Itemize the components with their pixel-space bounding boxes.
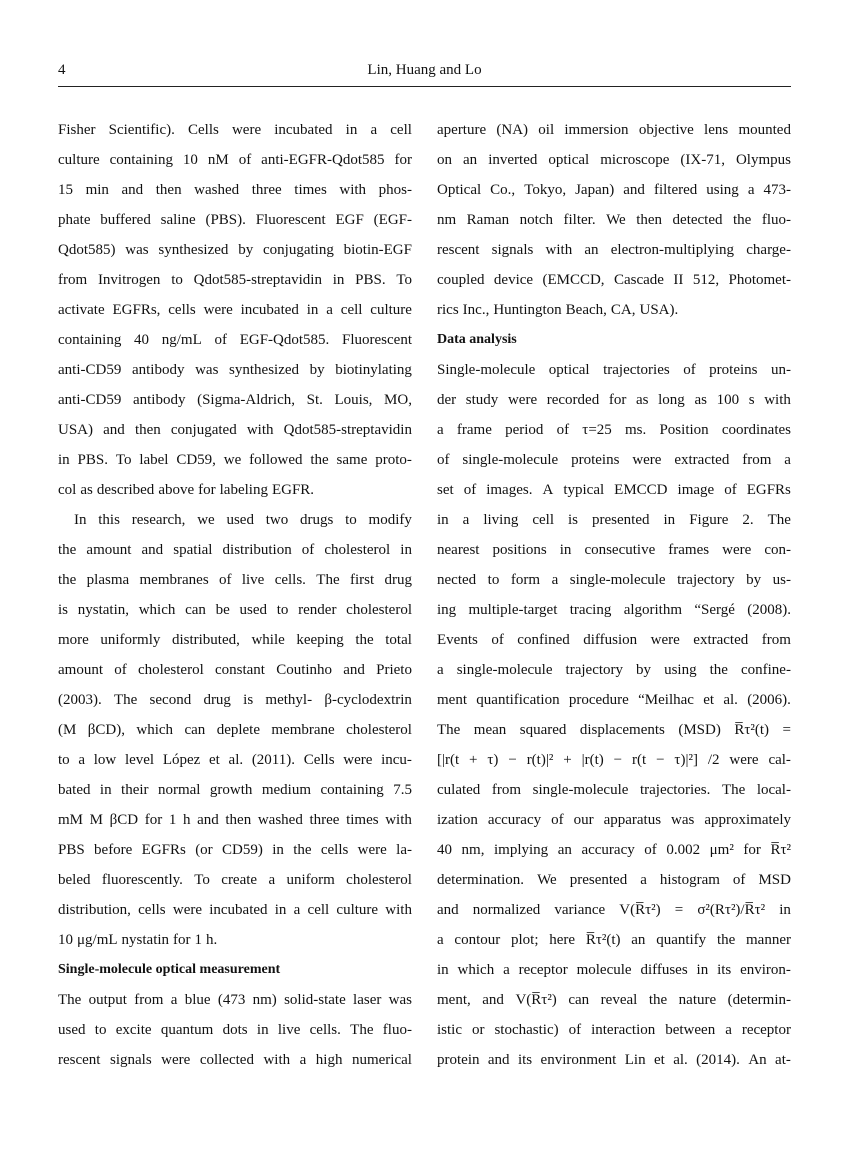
text-line: 10 μg/mL nystatin for 1 h. bbox=[58, 932, 218, 948]
text-line: coupled device (EMCCD, Cascade II 512, Photomet- bbox=[437, 272, 791, 288]
text-line: bated in their normal growth medium containing 7.5 bbox=[58, 782, 412, 798]
text-line: 15 min and then washed three times with phos- bbox=[58, 182, 412, 198]
text-line: and normalized variance V(R̅τ²) = σ²(Rτ²)/R̅τ² in bbox=[437, 902, 791, 918]
text-line: containing 40 ng/mL of EGF-Qdot585. Fluorescent bbox=[58, 332, 412, 348]
text-line: Fisher Scientific). Cells were incubated in a cell bbox=[58, 122, 412, 138]
text-line: 40 nm, implying an accuracy of 0.002 μm² for R̅τ² bbox=[437, 842, 791, 858]
text-line: nm Raman notch filter. We then detected the fluo- bbox=[437, 212, 791, 228]
text-line: protein and its environment Lin et al. (2014). An at- bbox=[437, 1052, 791, 1068]
text-line: the amount and spatial distribution of cholesterol in bbox=[58, 542, 412, 558]
text-line: rics Inc., Huntington Beach, CA, USA). bbox=[437, 302, 679, 318]
text-line: (2003). The second drug is methyl- β-cyclodextrin bbox=[58, 692, 412, 708]
text-line: set of images. A typical EMCCD image of EGFRs bbox=[437, 482, 791, 498]
text-line: Qdot585) was synthesized by conjugating biotin-EGF bbox=[58, 242, 412, 258]
section-heading: Data analysis bbox=[437, 332, 517, 347]
text-line: Single-molecule optical trajectories of proteins un- bbox=[437, 362, 791, 378]
text-line: amount of cholesterol constant Coutinho and Prieto bbox=[58, 662, 412, 678]
text-line: anti-CD59 antibody (Sigma-Aldrich, St. Louis, MO, bbox=[58, 392, 412, 408]
text-line: of single-molecule proteins were extracted from a bbox=[437, 452, 791, 468]
text-line: rescent signals with an electron-multiplying charge- bbox=[437, 242, 791, 258]
text-line: Optical Co., Tokyo, Japan) and filtered using a 473- bbox=[437, 182, 791, 198]
text-line: to a low level López et al. (2011). Cells were incu- bbox=[58, 752, 412, 768]
text-line: in which a receptor molecule diffuses in its environ- bbox=[437, 962, 791, 978]
text-line: distribution, cells were incubated in a cell culture with bbox=[58, 902, 412, 918]
text-line: mM M βCD for 1 h and then washed three times with bbox=[58, 812, 412, 828]
text-line: nearest positions in consecutive frames were con- bbox=[437, 542, 791, 558]
text-line: determination. We presented a histogram of MSD bbox=[437, 872, 791, 888]
text-line: USA) and then conjugated with Qdot585-streptavidin bbox=[58, 422, 412, 438]
text-line: istic or stochastic) of interaction between a receptor bbox=[437, 1022, 791, 1038]
text-line: aperture (NA) oil immersion objective lens mounted bbox=[437, 122, 791, 138]
text-line: a frame period of τ=25 ms. Position coordinates bbox=[437, 422, 791, 438]
text-line: (M βCD), which can deplete membrane cholesterol bbox=[58, 722, 412, 738]
text-line: Events of confined diffusion were extracted from bbox=[437, 632, 791, 648]
text-line: culated from single-molecule trajectories. The local- bbox=[437, 782, 791, 798]
text-line: The output from a blue (473 nm) solid-state laser was bbox=[58, 992, 412, 1008]
page-header bbox=[58, 62, 791, 87]
text-line: ment, and V(R̅τ²) can reveal the nature (determin- bbox=[437, 992, 791, 1008]
text-line: in a living cell is presented in Figure 2. The bbox=[437, 512, 791, 528]
text-line: col as described above for labeling EGFR. bbox=[58, 482, 315, 498]
text-line: used to excite quantum dots in live cells. The fluo- bbox=[58, 1022, 412, 1038]
text-line: in PBS. To label CD59, we followed the same proto- bbox=[58, 452, 412, 468]
text-line: beled fluorescently. To create a uniform cholesterol bbox=[58, 872, 412, 888]
text-line: PBS before EGFRs (or CD59) in the cells were la- bbox=[58, 842, 412, 858]
text-line: the plasma membranes of live cells. The first drug bbox=[58, 572, 412, 588]
text-line: der study were recorded for as long as 100 s with bbox=[437, 392, 791, 408]
text-line: In this research, we used two drugs to modify bbox=[74, 512, 412, 528]
text-line: ment quantification procedure “Meilhac et al. (2006). bbox=[437, 692, 791, 708]
text-line: from Invitrogen to Qdot585-streptavidin in PBS. To bbox=[58, 272, 412, 288]
text-line: ization accuracy of our apparatus was approximately bbox=[437, 812, 791, 828]
text-line: is nystatin, which can be used to render cholesterol bbox=[58, 602, 412, 618]
text-line: rescent signals were collected with a high numerical bbox=[58, 1052, 412, 1068]
text-line: a contour plot; here R̅τ²(t) an quantify the manner bbox=[437, 932, 791, 948]
page-number: 4 bbox=[58, 62, 66, 78]
text-line: on an inverted optical microscope (IX-71, Olympus bbox=[437, 152, 791, 168]
text-line: phate buffered saline (PBS). Fluorescent EGF (EGF- bbox=[58, 212, 412, 228]
text-line: The mean squared displacements (MSD) R̅τ²(t) = bbox=[437, 722, 791, 738]
running-title: Lin, Huang and Lo bbox=[367, 62, 482, 78]
text-line: [|r(t + τ) − r(t)|² + |r(t) − r(t − τ)|²] /2 were cal- bbox=[437, 752, 791, 768]
section-heading: Single-molecule optical measurement bbox=[58, 962, 281, 977]
text-line: culture containing 10 nM of anti-EGFR-Qdot585 for bbox=[58, 152, 412, 168]
right-column bbox=[437, 119, 791, 1079]
text-line: activate EGFRs, cells were incubated in a cell culture bbox=[58, 302, 412, 318]
text-line: nected to form a single-molecule trajectory by us- bbox=[437, 572, 791, 588]
text-line: anti-CD59 antibody was synthesized by biotinylating bbox=[58, 362, 412, 378]
text-line: ing multiple-target tracing algorithm “Sergé (2008). bbox=[437, 602, 791, 618]
text-line: more uniformly distributed, while keeping the total bbox=[58, 632, 412, 648]
left-column bbox=[58, 119, 412, 1079]
text-line: a single-molecule trajectory by using the confine- bbox=[437, 662, 791, 678]
